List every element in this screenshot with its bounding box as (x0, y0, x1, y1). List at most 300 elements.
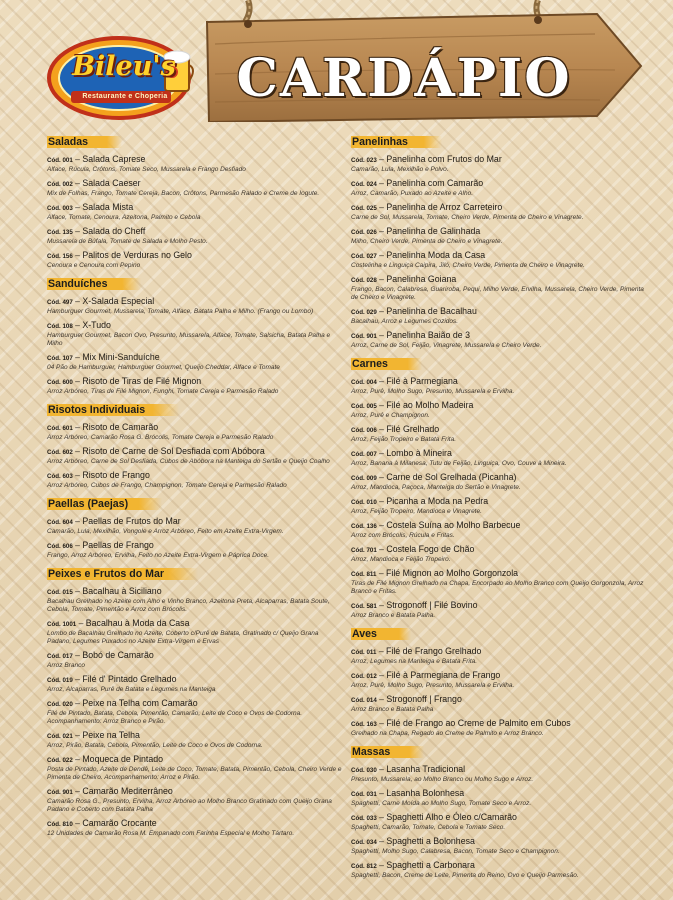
menu-item-heading (351, 306, 646, 318)
menu-item-code: Cód. 135 (47, 229, 73, 236)
menu-item-name: Lasanha Tradicional (386, 764, 466, 774)
menu-item (47, 650, 342, 670)
menu-item-name: Carne de Sol Grelhada (Picanha) (386, 472, 517, 482)
menu-item-name: Panelinha com Camarão (386, 178, 484, 188)
menu-item (351, 496, 646, 516)
menu-item-code: Cód. 108 (47, 323, 73, 330)
menu-item-heading (351, 764, 646, 776)
menu-item-code: Cód. 156 (47, 253, 73, 260)
menu-item-description: Arroz Branco e Batata Palha. (351, 612, 436, 619)
menu-item-heading (351, 670, 646, 682)
menu-item-code: Cód. 033 (351, 815, 377, 822)
menu-item (351, 178, 646, 198)
menu-item-heading (47, 674, 342, 686)
menu-item (47, 154, 342, 174)
code-separator: – (72, 470, 83, 480)
menu-item-code: Cód. 901 (351, 333, 377, 340)
menu-item (351, 788, 646, 808)
menu-item-name: Paellas de Frango (82, 540, 154, 550)
menu-item-code: Cód. 107 (47, 355, 73, 362)
code-separator: – (376, 496, 387, 506)
menu-item-heading (351, 274, 646, 286)
menu-item (351, 718, 646, 738)
menu-item-description: Cenoura e Cenoura com Pepino (47, 262, 141, 269)
code-separator: – (376, 568, 387, 578)
menu-item-code: Cód. 001 (47, 157, 73, 164)
menu-item (351, 306, 646, 326)
menu-item-code: Cód. 004 (351, 379, 377, 386)
menu-item (351, 400, 646, 420)
menu-item-description: Grelhado na Chapa, Regado ao Creme de Palmito e Arroz Branco. (351, 730, 544, 737)
menu-item-heading (351, 812, 646, 824)
code-separator: – (72, 674, 83, 684)
code-separator: – (376, 836, 387, 846)
menu-item-name: Camarão Mediterrâneo (82, 786, 173, 796)
code-separator: – (72, 754, 83, 764)
code-separator: – (376, 250, 387, 260)
code-separator: – (376, 424, 387, 434)
menu-item-name: Filé à Parmegiana (386, 376, 458, 386)
menu-item-name: Bobó de Camarão (82, 650, 154, 660)
menu-item-code: Cód. 026 (351, 229, 377, 236)
menu-item-description: Arroz, Carne de Sol, Feijão, Vinagrete, Mussarela e Cheiro Verde. (351, 342, 542, 349)
menu-item-name: X-Salada Especial (82, 296, 155, 306)
logo-subtitle: Restaurante e Choperia (82, 93, 168, 100)
menu-item-name: Filé à Parmegiana de Frango (386, 670, 501, 680)
menu-item-heading (351, 154, 646, 166)
menu-item-name: Filé Grelhado (386, 424, 440, 434)
menu-item-name: Risoto de Camarão (82, 422, 159, 432)
menu-item-description: Frango, Bacon, Calabresa, Guariroba, Pequi, Milho Verde, Ervilha, Mussarela, Cheiro Verde, Pimenta de Cheiro e Vinagrete. (351, 286, 644, 301)
menu-item-description: Alface, Tomate, Cenoura, Azeitona, Palmito e Cebola (47, 214, 201, 221)
menu-item (351, 376, 646, 396)
menu-item-name: Moqueca de Pintado (82, 754, 164, 764)
code-separator: – (72, 320, 83, 330)
menu-item-name: Filé Mignon ao Molho Gorgonzola (386, 568, 519, 578)
menu-item-heading (351, 330, 646, 342)
menu-item-name: Panelinha de Bacalhau (386, 306, 477, 316)
wooden-sign-header (205, 4, 645, 122)
menu-section (47, 274, 342, 396)
menu-item-description: Filé de Pintado, Batata, Cebola, Pimentão, Camarão, Leite de Coco e Ovos de Codorna. Acompanhamento: Arroz Branco e Pirão. (47, 710, 303, 725)
menu-item-name: Risoto de Tiras de Filé Mignon (82, 376, 202, 386)
menu-item-name: Salada Mista (82, 202, 134, 212)
menu-item-code: Cód. 034 (351, 839, 377, 846)
menu-item (47, 320, 342, 348)
code-separator: – (72, 516, 83, 526)
menu-section (47, 494, 342, 560)
menu-item (47, 352, 342, 372)
menu-item (351, 226, 646, 246)
code-separator: – (376, 670, 387, 680)
menu-item-name: Costela Suína ao Molho Barbecue (386, 520, 521, 530)
menu-item (351, 568, 646, 596)
code-separator: – (72, 250, 83, 260)
code-separator: – (376, 788, 387, 798)
menu-item-description: Arroz Branco (47, 662, 85, 669)
menu-section (351, 624, 646, 738)
menu-item-code: Cód. 581 (351, 603, 377, 610)
menu-item-heading (47, 296, 342, 308)
menu-item-description: Arroz Arbóreo, Camarão Rosa G. Brócolis, Tomate Cereja e Parmesão Ralado (47, 434, 274, 441)
menu-item-description: Costelinha e Linguiça Caipira, Jiló, Cheiro Verde, Pimenta de Cheiro e Vinagrete. (351, 262, 585, 269)
menu-item (351, 154, 646, 174)
menu-item-heading (47, 754, 342, 766)
menu-item-name: Panelinha de Arroz Carreteiro (386, 202, 503, 212)
menu-item (351, 424, 646, 444)
code-separator: – (72, 376, 83, 386)
menu-item-name: Salada Caeser (82, 178, 141, 188)
menu-item-name: Mix Mini-Sanduíche (82, 352, 160, 362)
menu-item-code: Cód. 020 (47, 701, 73, 708)
menu-item-description: Frango, Arroz Arbóreo, Ervilha, Feito no Azeite Extra-Virgem e Páprica Doce. (47, 552, 270, 559)
code-separator: – (72, 226, 83, 236)
menu-item-name: Costela Fogo de Chão (386, 544, 475, 554)
menu-item-name: Risoto de Frango (82, 470, 150, 480)
menu-item-description: Spaghetti, Camarão, Tomate, Cebola e Tomate Seco. (351, 824, 506, 831)
code-separator: – (72, 650, 83, 660)
menu-item-name: Picanha a Moda na Pedra (386, 496, 489, 506)
menu-item (47, 202, 342, 222)
menu-item-name: Paellas de Frutos do Mar (82, 516, 181, 526)
menu-item-code: Cód. 011 (351, 649, 377, 656)
menu-item (47, 674, 342, 694)
menu-item-description: 04 Pão de Hamburguer, Hamburguer Gourmet, Queijo Cheddar, Alface e Tomate (47, 364, 280, 371)
menu-item-heading (351, 250, 646, 262)
menu-item-name: Panelinha Baião de 3 (386, 330, 470, 340)
menu-item-description: Arroz Arbóreo, Tiras de Filé Mignon, Funghi, Tomate Cereja e Parmesão Ralado (47, 388, 279, 395)
menu-item-description: Spaghetti, Molho Sugo, Calabresa, Bacon, Tomate Seco e Champignon. (351, 848, 560, 855)
menu-item (47, 754, 342, 782)
menu-item-code: Cód. 031 (351, 791, 377, 798)
menu-item-name: Salada Caprese (82, 154, 146, 164)
code-separator: – (376, 544, 387, 554)
menu-item-code: Cód. 019 (47, 677, 73, 684)
menu-item-heading (47, 786, 342, 798)
menu-item-heading (351, 860, 646, 872)
menu-item-name: Filé ao Molho Madeira (386, 400, 474, 410)
menu-item-description: Arroz Arbóreo, Carne de Sol Desfiada, Cubos de Abóbora na Manteiga do Sertão e Queijo Coalho (47, 458, 330, 465)
menu-item (47, 250, 342, 270)
menu-item-code: Cód. 606 (47, 543, 73, 550)
menu-item-code: Cód. 027 (351, 253, 377, 260)
menu-column-left (47, 128, 342, 838)
menu-item (47, 618, 342, 646)
code-separator: – (376, 472, 387, 482)
menu-item (47, 178, 342, 198)
menu-item-heading (351, 178, 646, 190)
menu-item (351, 600, 646, 620)
menu-item-code: Cód. 017 (47, 653, 73, 660)
menu-item-code: Cód. 497 (47, 299, 73, 306)
menu-item-description: Presunto, Mussarela, ao Molho Branco ou Molho Sugo e Arroz. (351, 776, 534, 783)
menu-item (47, 818, 342, 838)
code-separator: – (72, 296, 83, 306)
menu-item-heading (351, 376, 646, 388)
menu-item (47, 786, 342, 814)
menu-item-code: Cód. 023 (351, 157, 377, 164)
menu-item-heading (351, 836, 646, 848)
menu-item-description: Alface, Rúcula, Crôtons, Tomate Seco, Mussarela e Frango Desfiado (47, 166, 246, 173)
menu-item-name: Spaghetti a Bolonhesa (386, 836, 475, 846)
menu-item-description: Arroz, Banana à Milanesa, Tutu de Feijão, Linguiça, Ovo, Couve à Mineira. (351, 460, 567, 467)
menu-item-description: Arroz, Purê, Molho Sugo, Presunto, Mussarela e Ervilha. (351, 388, 515, 395)
menu-item-code: Cód. 030 (351, 767, 377, 774)
menu-item-description: Bacalhau, Arroz e Legumes Cozidos. (351, 318, 459, 325)
code-separator: – (376, 860, 387, 870)
code-separator: – (376, 178, 387, 188)
menu-item-heading (351, 202, 646, 214)
code-separator: – (376, 812, 387, 822)
menu-item-code: Cód. 1001 (47, 621, 77, 628)
menu-item-code: Cód. 601 (47, 425, 73, 432)
menu-item-name: Palitos de Verduras no Gelo (82, 250, 192, 260)
menu-item (351, 860, 646, 880)
menu-item-heading (351, 226, 646, 238)
menu-item-heading (351, 718, 646, 730)
menu-item-name: Peixe na Telha (82, 730, 140, 740)
menu-item-heading (351, 448, 646, 460)
menu-item-description: Camarão, Lula, Mexilhão, Vongole e Arroz Arbóreo, Feito em Azeite Extra-Virgem. (47, 528, 284, 535)
menu-item-heading (47, 320, 342, 332)
menu-item (47, 586, 342, 614)
code-separator: – (376, 202, 387, 212)
menu-item-code: Cód. 029 (351, 309, 377, 316)
menu-item-name: Strogonoff | Filé Bovino (386, 600, 478, 610)
menu-item-name: Filé de Frango ao Creme de Palmito em Cubos (386, 718, 571, 728)
menu-item (351, 472, 646, 492)
section-title: Saladas (47, 136, 122, 148)
menu-item-description: Arroz, Mandioca e Feijão Tropeiro. (351, 556, 451, 563)
menu-item-description: Arroz Branco e Batata Palha (351, 706, 434, 713)
menu-title: CARDÁPIO (236, 48, 572, 109)
menu-item-heading (351, 646, 646, 658)
code-separator: – (72, 154, 83, 164)
menu-item-heading (47, 178, 342, 190)
code-separator: – (376, 376, 387, 386)
menu-item-heading (47, 376, 342, 388)
menu-item-description: Mix de Folhas, Frango, Tomate Cereja, Bacon, Crôtons, Parmesão Ralado e Creme de Iogute. (47, 190, 320, 197)
menu-item-heading (47, 540, 342, 552)
menu-item (351, 646, 646, 666)
menu-item-code: Cód. 602 (47, 449, 73, 456)
menu-item-code: Cód. 003 (47, 205, 73, 212)
menu-item-heading (351, 496, 646, 508)
menu-item-description: Bacalhau Grelhado no Azeite com Alho e Vinho Branco, Azeitona Preta, Alcaparras, Batata Soute, Cebola, Tomate, Pimentão e Arroz com Brócolis. (47, 598, 330, 613)
menu-section (47, 564, 342, 838)
menu-item-heading (47, 202, 342, 214)
menu-item-code: Cód. 025 (351, 205, 377, 212)
menu-item-heading (47, 818, 342, 830)
menu-item-heading (47, 730, 342, 742)
menu-item-description: Lombo de Bacalhau Grelhado no Azeite, Coberto c/Purê de Batata, Gratinado c/ Queijo Grana Padano, Legumes Puxados no Azeite Extra-Virgem e Ervas (47, 630, 319, 645)
menu-item (351, 448, 646, 468)
menu-item (351, 544, 646, 564)
menu-item-name: X-Tudo (82, 320, 111, 330)
menu-item-heading (47, 618, 342, 630)
menu-item-description: Tiras de Filé Mignon Grelhado na Chapa, Encorpado ao Molho Branco com Queijo Gorgonzola, Arroz Branco e Fritas. (351, 580, 644, 595)
code-separator: – (376, 400, 387, 410)
menu-item-heading (351, 788, 646, 800)
section-title: Risotos Individuais (47, 404, 179, 416)
menu-item-description: Arroz, Feijão Tropeiro e Batata Frita. (351, 436, 457, 443)
section-title: Sanduíches (47, 278, 141, 290)
menu-item-description: Arroz, Purê, Molho Sugo, Presunto, Mussarela e Ervilha. (351, 682, 515, 689)
menu-item-heading (47, 250, 342, 262)
menu-column-right (351, 128, 646, 880)
menu-item-description: Milho, Cheiro Verde, Pimenta de Cheiro e Vinagrete. (351, 238, 503, 245)
menu-item-name: Camarão Crocante (82, 818, 157, 828)
menu-item-code: Cód. 603 (47, 473, 73, 480)
menu-item (47, 470, 342, 490)
menu-item-heading (47, 586, 342, 598)
menu-item-heading (351, 568, 646, 580)
menu-item-code: Cód. 028 (351, 277, 377, 284)
menu-item (47, 446, 342, 466)
code-separator: – (376, 154, 387, 164)
menu-item-code: Cód. 812 (351, 863, 377, 870)
menu-item (351, 694, 646, 714)
menu-item-description: Arroz Arbóreo, Cubos de Frango, Champignon, Tomate Cereja e Parmesão Ralado (47, 482, 287, 489)
menu-item-description: Arroz, Alcaparras, Purê de Batata e Legumes na Manteiga (47, 686, 216, 693)
menu-item-code: Cód. 006 (351, 427, 377, 434)
menu-section (351, 354, 646, 620)
code-separator: – (376, 694, 387, 704)
menu-item-description: Camarão, Lula, Mexilhão e Polvo. (351, 166, 449, 173)
menu-item-code: Cód. 810 (47, 821, 73, 828)
menu-item-code: Cód. 007 (351, 451, 377, 458)
menu-item-name: Panelinha com Frutos do Mar (386, 154, 502, 164)
menu-item (351, 764, 646, 784)
menu-item (47, 730, 342, 750)
code-separator: – (376, 448, 387, 458)
logo-name: Bileu's (72, 51, 176, 82)
section-title: Aves (351, 628, 411, 640)
menu-item-description: Carne de Sol, Mussarela, Tomate, Cheiro Verde, Pimenta de Cheiro e Vinagrete. (351, 214, 584, 221)
code-separator: – (72, 422, 83, 432)
menu-item-description: Hamburguer Gourmet, Bacon Ovo, Presunto, Mussarela, Alface, Tomate, Salsicha, Batata Palha e Milho (47, 332, 331, 347)
menu-item-code: Cód. 604 (47, 519, 73, 526)
menu-item-name: Filé d' Pintado Grelhado (82, 674, 177, 684)
menu-item-description: Hamburguer Gourmet, Mussarela, Tomate, Alface, Batata Palha e Milho. (Frango ou Lombo) (47, 308, 314, 315)
menu-item-name: Lasanha Bolonhesa (386, 788, 465, 798)
menu-item-heading (351, 600, 646, 612)
menu-section (351, 742, 646, 880)
menu-item-description: Arroz, Legumes na Manteiga e Batata Frita. (351, 658, 478, 665)
code-separator: – (72, 540, 83, 550)
code-separator: – (72, 352, 83, 362)
menu-item-heading (351, 472, 646, 484)
menu-item-heading (351, 400, 646, 412)
menu-item-name: Strogonoff | Frango (386, 694, 462, 704)
code-separator: – (72, 586, 83, 596)
menu-item-description: Camarão Rosa G., Presunto, Ervilha, Arroz Arbóreo ao Molho Branco Gratinado com Queijo Grana Padano e Coberto com Batata Palha (47, 798, 332, 813)
menu-item (351, 330, 646, 350)
menu-item-description: Spaghetti, Carne Moída ao Molho Sugo, Tomate Seco e Arroz. (351, 800, 532, 807)
menu-item-name: Panelinha de Galinhada (386, 226, 481, 236)
code-separator: – (76, 618, 86, 628)
menu-item (351, 202, 646, 222)
menu-item-name: Spaghetti a Carbonara (386, 860, 475, 870)
menu-item-heading (47, 698, 342, 710)
menu-item-code: Cód. 022 (47, 757, 73, 764)
menu-item-code: Cód. 014 (351, 697, 377, 704)
code-separator: – (72, 202, 83, 212)
menu-item (351, 274, 646, 302)
restaurant-logo (47, 35, 197, 120)
menu-item (351, 250, 646, 270)
menu-item (47, 376, 342, 396)
menu-item-heading (47, 470, 342, 482)
code-separator: – (376, 718, 387, 728)
menu-item-heading (47, 352, 342, 364)
menu-item-heading (47, 154, 342, 166)
menu-item-code: Cód. 005 (351, 403, 377, 410)
code-separator: – (376, 330, 387, 340)
menu-item-code: Cód. 002 (47, 181, 73, 188)
menu-item-name: Peixe na Telha com Camarão (82, 698, 198, 708)
menu-item (47, 540, 342, 560)
menu-item-heading (47, 226, 342, 238)
code-separator: – (376, 306, 387, 316)
menu-item-description: Posta de Pintado, Azeite de Dendê, Leite de Coco, Tomate, Batata, Pimentão, Cebola, Cheiro Verde e Pimenta de Cheiro. Acompanhamento: Arroz e Pirão. (47, 766, 342, 781)
code-separator: – (72, 786, 83, 796)
code-separator: – (72, 446, 83, 456)
code-separator: – (376, 764, 387, 774)
menu-section (47, 132, 342, 270)
menu-item-description: Arroz, Purê e Champignon. (351, 412, 430, 419)
menu-section (351, 132, 646, 350)
code-separator: – (376, 274, 387, 284)
menu-item (47, 226, 342, 246)
menu-item-code: Cód. 901 (47, 789, 73, 796)
code-separator: – (376, 646, 387, 656)
code-separator: – (72, 698, 83, 708)
menu-item-heading (47, 422, 342, 434)
menu-item-name: Risoto de Carne de Sol Desfiada com Abóbora (82, 446, 265, 456)
menu-item-heading (47, 516, 342, 528)
code-separator: – (72, 730, 83, 740)
menu-item (47, 422, 342, 442)
menu-item-code: Cód. 163 (351, 721, 377, 728)
menu-item-code: Cód. 021 (47, 733, 73, 740)
menu-item-code: Cód. 136 (351, 523, 377, 530)
menu-item (47, 296, 342, 316)
code-separator: – (376, 520, 387, 530)
menu-item-name: Panelinha Goiana (386, 274, 457, 284)
menu-section (47, 400, 342, 490)
menu-item-name: Spaghetti Alho e Óleo c/Camarão (386, 812, 517, 822)
menu-item (351, 520, 646, 540)
menu-item-code: Cód. 010 (351, 499, 377, 506)
code-separator: – (376, 226, 387, 236)
menu-item-code: Cód. 600 (47, 379, 73, 386)
section-title: Carnes (351, 358, 422, 370)
menu-item-heading (351, 424, 646, 436)
menu-item (351, 670, 646, 690)
menu-item (351, 836, 646, 856)
section-title: Panelinhas (351, 136, 442, 148)
menu-item (351, 812, 646, 832)
menu-item-code: Cód. 024 (351, 181, 377, 188)
section-title: Peixes e Frutos do Mar (47, 568, 198, 580)
menu-item-description: 12 Unidades de Camarão Rosa M. Empanado com Farinha Especial e Molho Tártaro. (47, 830, 295, 837)
menu-item-code: Cód. 012 (351, 673, 377, 680)
menu-item-description: Arroz com Brócolis, Rúcula e Fritas. (351, 532, 455, 539)
menu-item-heading (47, 650, 342, 662)
menu-item-name: Panelinha Moda da Casa (386, 250, 486, 260)
menu-item-name: Salada do Cheff (82, 226, 146, 236)
